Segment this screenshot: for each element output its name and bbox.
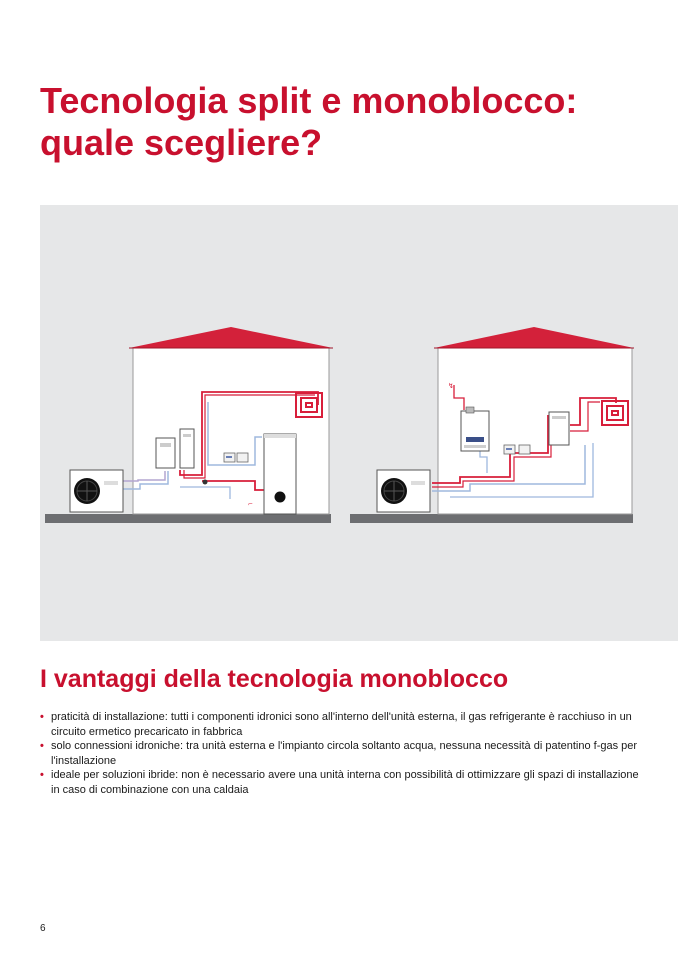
- page-title-line-2: quale scegliere?: [40, 122, 323, 163]
- list-item: [40, 710, 640, 739]
- outdoor-unit-fan-icon: [70, 470, 123, 512]
- bullet-icon: •: [40, 740, 44, 752]
- bullet-icon: •: [40, 769, 44, 781]
- page-title-line-1: Tecnologia split e monoblocco:: [40, 80, 578, 121]
- list-item-text: praticità di installazione: tutti i componenti idronici sono all'interno dell'unità esterna, il gas refrigerante è racchiuso in un circuito ermetico precaricato in fabbrica: [51, 711, 632, 738]
- list-item-text: solo connessioni idroniche: tra unità esterna e l'impianto circola soltanto acqua, nessuna necessità di patentino f-gas per l'installazione: [51, 740, 638, 767]
- page-number: 6: [40, 923, 46, 934]
- bullet-icon: •: [40, 711, 44, 723]
- roof: [129, 327, 333, 348]
- ground-strip: [45, 514, 331, 523]
- hydronic-module-icon: [549, 412, 569, 445]
- svg-text:⌐: ⌐: [248, 501, 254, 508]
- monobloc-system-house-illustration: [350, 327, 634, 523]
- list-item-text: ideale per soluzioni ibride: non è necessario avere una unità interna con possibilità di ottimizzare gli spazi di installazione in caso di combinazione con una caldaia: [51, 769, 639, 796]
- split-system-house-illustration: [45, 327, 333, 523]
- section-title: I vantaggi della tecnologia monoblocco: [40, 665, 509, 693]
- roof: [434, 327, 634, 348]
- ground-strip: [350, 514, 633, 523]
- comparison-illustration: [40, 205, 678, 641]
- wall-boiler-icon: [461, 407, 489, 451]
- svg-text:↯: ↯: [448, 382, 454, 390]
- benefits-list: [40, 710, 640, 797]
- hot-water-cylinder-icon: [264, 434, 296, 514]
- page-title: [40, 80, 660, 164]
- list-item: [40, 739, 640, 768]
- outdoor-unit-fan-icon: [377, 470, 430, 512]
- list-item: [40, 768, 640, 797]
